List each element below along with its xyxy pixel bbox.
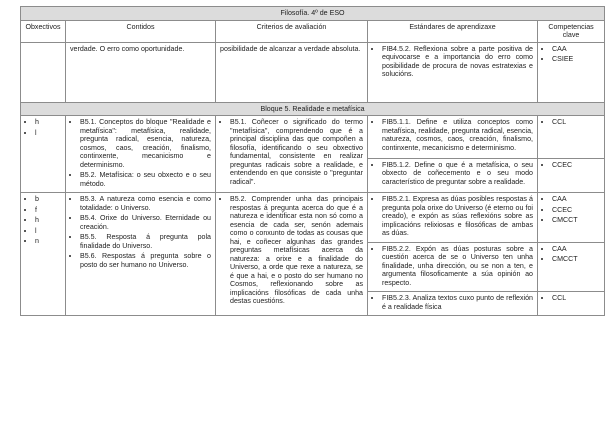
criterio-item: • B5.2. Comprender unha das principais respostas á pregunta acerca do que é a natureza e identificar esta non só como a esencia de cada ser, senón ademais como o conxunto de todas as cousas que hai, e coñecer algunhas das grandes preguntas metafísicas acerca da natureza: a orixe e a finalidade do Universo, a orde que rexe a natureza, se é que a hai, e o posto do ser humano no Cosmos, reflexionando sobre as implicacións filosóficas de cada unha destas cuestións. — [230, 195, 363, 306]
estandar-cell — [368, 193, 538, 243]
obxectivo-item: • l — [35, 227, 61, 236]
competencia-item: • CCEC — [552, 161, 600, 170]
contido-item: • B5.5. Resposta á pregunta pola finalidade do Universo. — [80, 233, 211, 250]
estandar-item: • FIB4.5.2. Reflexiona sobre a parte positiva de equivocarse e a importancia do erro como posibilidade de procura de novas estratexias e solucións. — [382, 45, 533, 79]
estandar-item: • FIB5.1.2. Define o que é a metafísica, o seu obxecto de coñecemento e o seu modo característico de preguntar sobre a realidade. — [382, 161, 533, 187]
competencias-cell — [538, 193, 605, 243]
obxectivo-item: • h — [35, 216, 61, 225]
table-row — [21, 42, 605, 102]
criterio-cell: posibilidade de alcanzar a verdade absoluta. — [216, 42, 368, 102]
estandar-cell — [368, 292, 538, 316]
competencias-cell — [538, 116, 605, 159]
contido-item: • B5.3. A natureza como esencia e como totalidade: o Universo. — [80, 195, 211, 212]
contidos-cell: verdade. O erro como oportunidade. — [66, 42, 216, 102]
competencia-item: • CCL — [552, 118, 600, 127]
criterio-cell — [216, 116, 368, 193]
competencias-cell — [538, 292, 605, 316]
contidos-cell — [66, 193, 216, 316]
estandar-cell — [368, 158, 538, 192]
curriculum-table — [20, 6, 605, 316]
estandar-item: • FIB5.2.1. Expresa as dúas posibles respostas á pregunta pola orixe do Universo (é eterno ou foi creado), e expón as súas reflexións sobre as implicacións relixiosas e filosóficas de ambas as dúas. — [382, 195, 533, 238]
estandar-cell — [368, 116, 538, 159]
estandar-cell — [368, 242, 538, 292]
competencias-cell — [538, 158, 605, 192]
obxectivo-item: • h — [35, 118, 61, 127]
competencia-item: • CCEC — [552, 206, 600, 215]
contido-item: • B5.1. Conceptos do bloque "Realidade e metafísica": metafísica, realidade, pregunta radical, esencia, natureza, cosmos, caos, creación, finalismo, continxente, mecanicismo e determinismo. — [80, 118, 211, 169]
obxectivos-cell — [21, 193, 66, 316]
obxectivo-item: • n — [35, 237, 61, 246]
table-row — [21, 193, 605, 243]
estandar-cell — [368, 42, 538, 102]
competencia-item: • CMCCT — [552, 255, 600, 264]
competencia-item: • CAA — [552, 195, 600, 204]
contidos-cell — [66, 116, 216, 193]
table-row — [21, 116, 605, 159]
table-title: Filosofía. 4º de ESO — [21, 7, 605, 21]
competencia-item: • CSIEE — [552, 55, 600, 64]
header-contidos: Contidos — [66, 20, 216, 42]
competencia-item: • CAA — [552, 45, 600, 54]
criterio-item: • B5.1. Coñecer o significado do termo "metafísica", comprendendo que é a principal disciplina das que compoñen a filosofía, identificando o seu obxectivo fundamental, consistente en realizar preguntas radicais sobre a realidade, e entendendo en que consiste o "preguntar radical". — [230, 118, 363, 186]
header-criterios: Criterios de avaliación — [216, 20, 368, 42]
contido-item: • B5.4. Orixe do Universo. Eternidade ou creación. — [80, 214, 211, 231]
contido-item: • B5.2. Metafísica: o seu obxecto e o seu método. — [80, 171, 211, 188]
competencia-item: • CCL — [552, 294, 600, 303]
competencias-cell — [538, 42, 605, 102]
obxectivo-item: • b — [35, 195, 61, 204]
block-title: Bloque 5. Realidade e metafísica — [21, 102, 605, 116]
competencias-cell — [538, 242, 605, 292]
obxectivos-cell — [21, 42, 66, 102]
header-estandares: Estándares de aprendizaxe — [368, 20, 538, 42]
obxectivo-item: • l — [35, 129, 61, 138]
contido-item: • B5.6. Respostas á pregunta sobre o posto do ser humano no Universo. — [80, 252, 211, 269]
competencia-item: • CAA — [552, 245, 600, 254]
obxectivos-cell — [21, 116, 66, 193]
header-competencias: Competencias clave — [538, 20, 605, 42]
obxectivo-item: • f — [35, 206, 61, 215]
header-obxectivos: Obxectivos — [21, 20, 66, 42]
estandar-item: • FIB5.2.3. Analiza textos cuxo punto de reflexión é a realidade física — [382, 294, 533, 311]
competencia-item: • CMCCT — [552, 216, 600, 225]
criterio-cell — [216, 193, 368, 316]
estandar-item: • FIB5.2.2. Expón as dúas posturas sobre a cuestión acerca de se o Universo ten unha finalidade, unha dirección, ou se non a ten, e argumenta filosoficamente a súa opinión ao respecto. — [382, 245, 533, 288]
estandar-item: • FIB5.1.1. Define e utiliza conceptos como metafísica, realidade, pregunta radical, esencia, natureza, cosmos, caos, creación, finalismo, continxente, mecanicismo e determinismo. — [382, 118, 533, 152]
